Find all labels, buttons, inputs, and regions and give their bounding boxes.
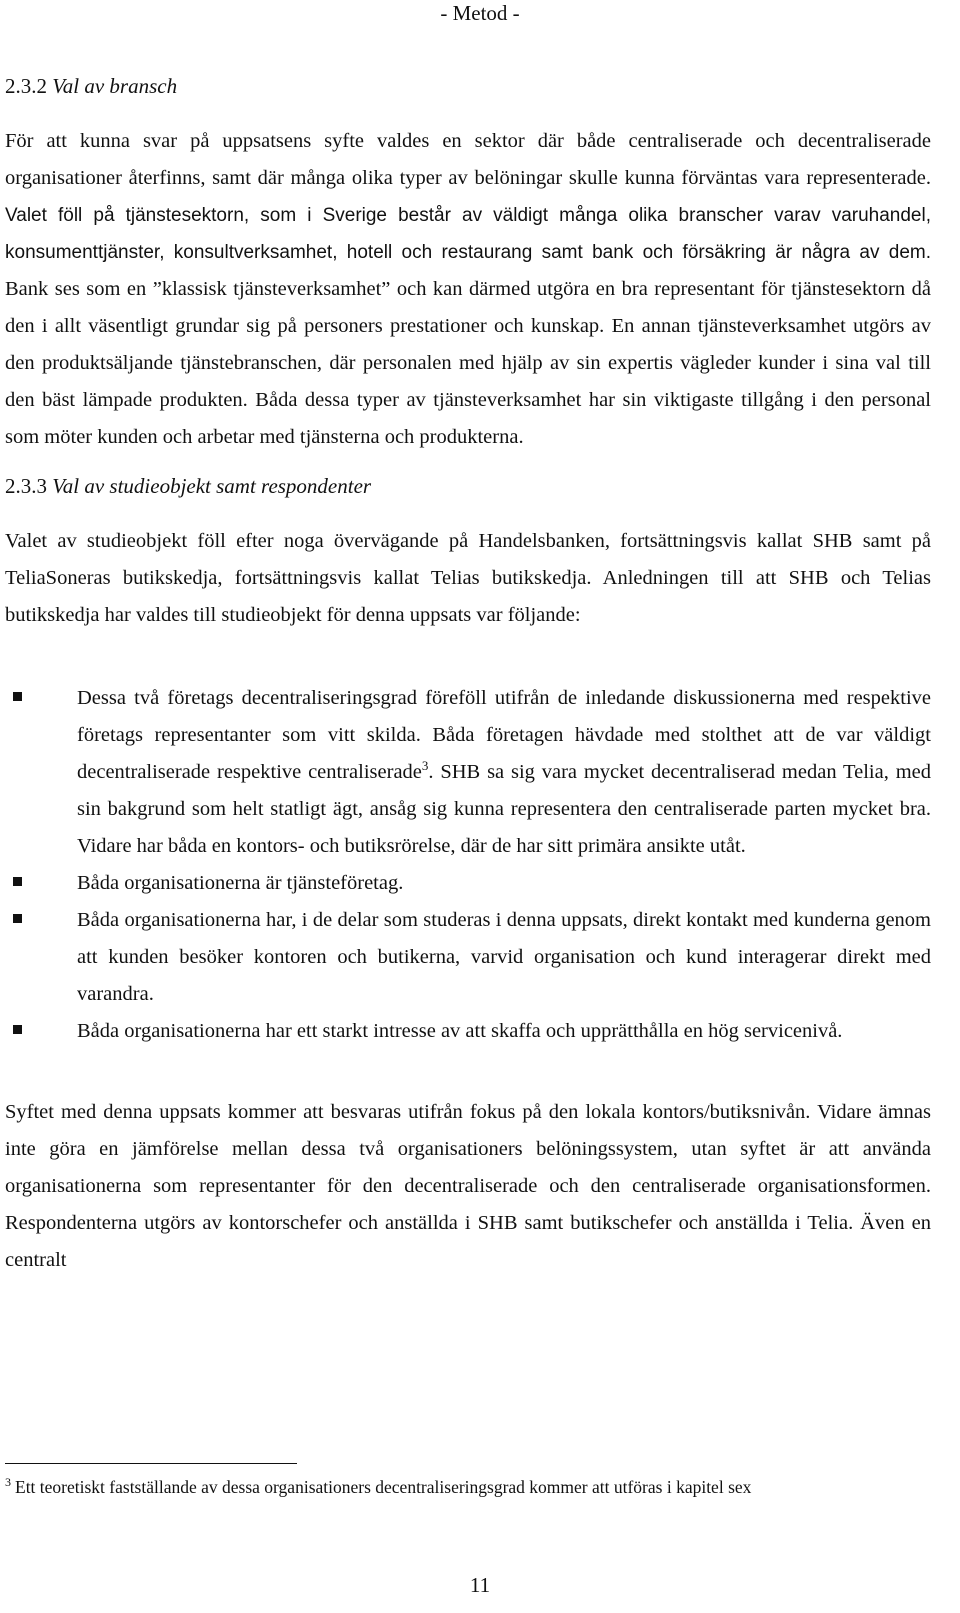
footnote-reference: 3 xyxy=(421,758,429,773)
section-heading-2-3-2 xyxy=(5,68,931,105)
section-number: 2.3.2 xyxy=(5,74,47,98)
reasons-list xyxy=(5,680,931,1050)
footnote-divider xyxy=(5,1463,297,1464)
list-item xyxy=(5,680,931,865)
square-bullet-icon xyxy=(13,877,22,886)
page-header: - Metod - xyxy=(440,1,520,25)
square-bullet-icon xyxy=(13,1025,22,1034)
list-item-text: . SHB sa sig vara mycket decentraliserad medan Telia, med sin bakgrund som helt statligt ägt, ansåg sig kunna representera den centraliserade parten mycket bra. Vidare har båda en kontors- och butiksrörelse, där de har sitt primära ansikte utåt. xyxy=(77,761,931,857)
list-item-text: Båda organisationerna är tjänsteföretag. xyxy=(77,872,404,894)
list-item xyxy=(5,902,931,1013)
section-title: Val av studieobjekt samt respondenter xyxy=(52,474,372,498)
footnote-text: Ett teoretiskt fastställande av dessa organisationers decentraliseringsgrad kommer att utföras i kapitel sex xyxy=(15,1477,752,1497)
paragraph-text: Valet föll på tjänstesektorn, som i Sverige består av väldigt många olika branscher varav varuhandel, konsumenttjänster, konsultverksamhet, hotell och restaurang samt bank och försäkring är några av dem. xyxy=(5,205,931,263)
paragraph-purpose: Syftet med denna uppsats kommer att besvaras utifrån fokus på den lokala kontors/butiksnivån. Vidare ämnas inte göra en jämförelse mellan dessa två organisationers belöningssystem, utan syftet är att använda organisationerna som representanter för den decentraliserade och den centraliserade organisationsformen. Respondenterna utgörs av kontorschefer och anställda i SHB samt butikschefer och anställda i Telia. Även en centralt xyxy=(5,1101,931,1271)
square-bullet-icon xyxy=(13,914,22,923)
footnote-marker: 3 xyxy=(5,1475,11,1489)
list-item xyxy=(5,1013,931,1050)
section-number: 2.3.3 xyxy=(5,474,47,498)
paragraph-text: Bank ses som en ”klassisk tjänsteverksamhet” och kan därmed utgöra en bra representant för tjänstesektorn då den i allt väsentligt grundar sig på personers prestationer och kunskap. En annan tjänsteverksamhet utgörs av den produktsäljande tjänstebranschen, där personalen med hjälp av sin expertis vägleder kunder i sina val till den bäst lämpade produkten. Båda dessa typer av tjänsteverksamhet har sin viktigaste tillgång i den personal som möter kunden och arbetar med tjänsterna och produkterna. xyxy=(5,278,931,448)
section-title: Val av bransch xyxy=(52,74,178,98)
page-number: 11 xyxy=(469,1573,491,1597)
list-item xyxy=(5,865,931,902)
paragraph-study-objects: Valet av studieobjekt föll efter noga övervägande på Handelsbanken, fortsättningsvis kallat SHB samt på TeliaSoneras butikskedja, fortsättningsvis kallat Telias butikskedja. Anledningen till att SHB och Telias butikskedja har valdes till studieobjekt för denna uppsats var följande: xyxy=(5,530,931,626)
footnote xyxy=(5,1474,931,1500)
square-bullet-icon xyxy=(13,692,22,701)
list-item-text: Båda organisationerna har ett starkt intresse av att skaffa och upprätthålla en hög servicenivå. xyxy=(77,1020,843,1042)
section-heading-2-3-3 xyxy=(5,468,931,505)
page-content xyxy=(5,68,931,1279)
list-item-text: Båda organisationerna har, i de delar som studeras i denna uppsats, direkt kontakt med kunderna genom att kunden besöker kontoren och butikerna, varvid organisation och kund interagerar direkt med varandra. xyxy=(77,909,931,1005)
list-item-text: Dessa två företags decentraliseringsgrad föreföll utifrån de inledande diskussionerna med respektive företags representanter som vitt skilda. Båda företagen hävdade med stolthet att de var väldigt decentraliserade respektive centraliserade xyxy=(77,687,931,783)
paragraph-industry-choice xyxy=(5,123,931,456)
paragraph-text: För att kunna svar på uppsatsens syfte valdes en sektor där både centraliserade och decentraliserade organisationer återfinns, samt där många olika typer av belöningar skulle kunna förväntas vara representerade. xyxy=(5,130,931,189)
